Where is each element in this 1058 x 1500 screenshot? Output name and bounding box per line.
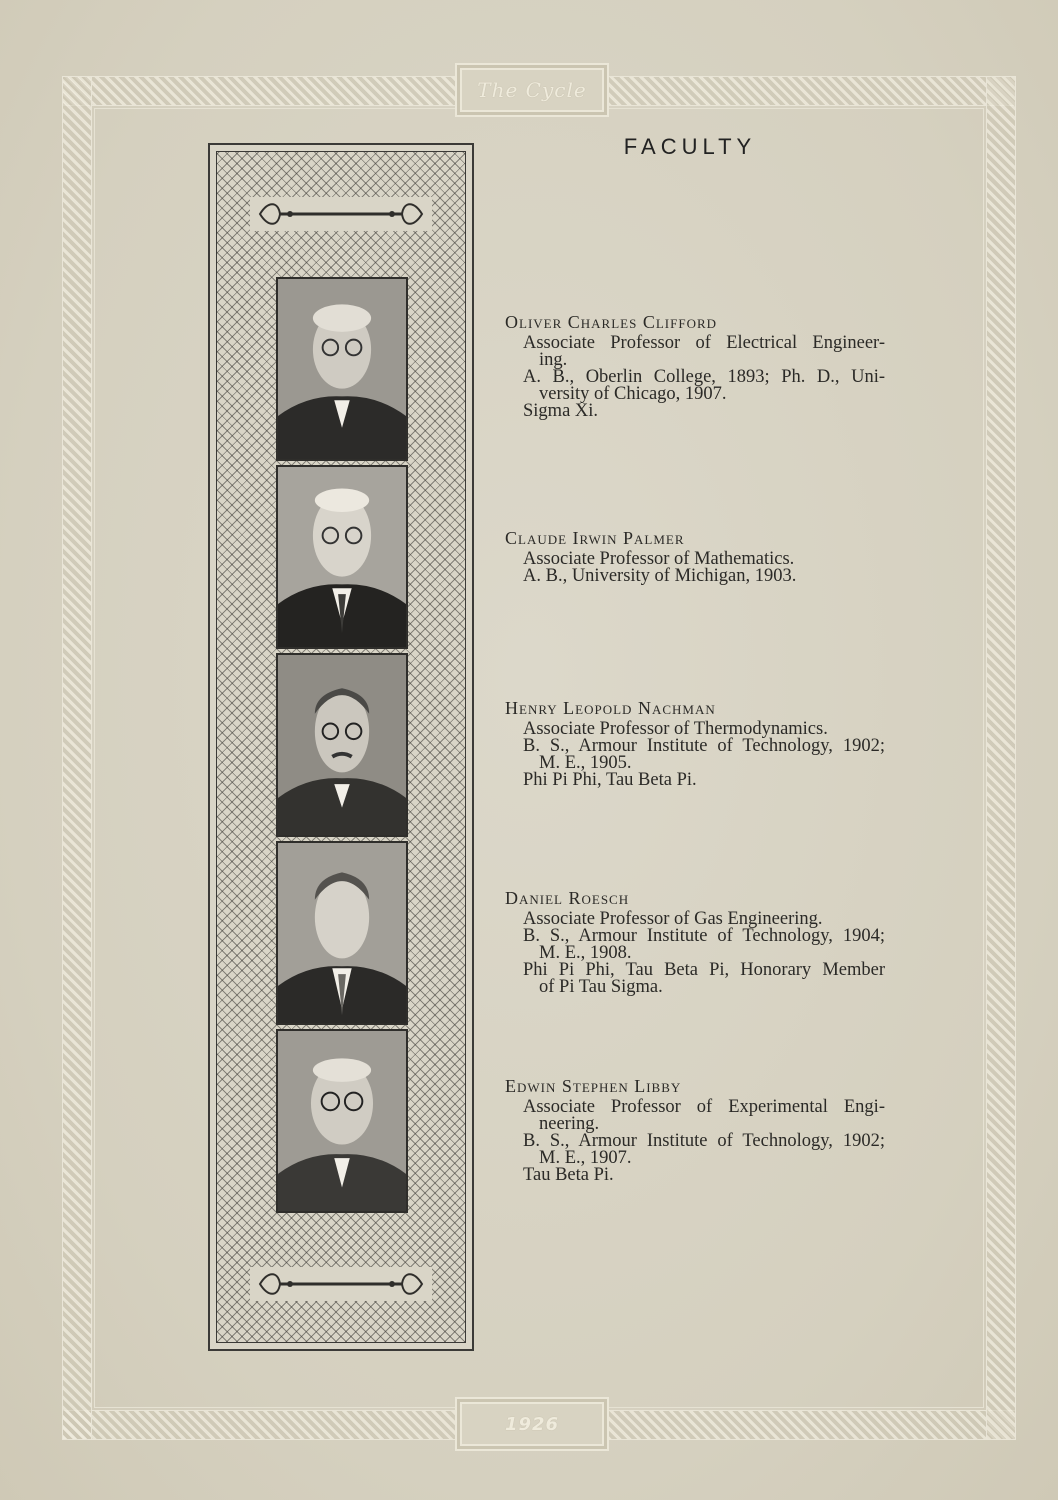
faculty-line: Associate Professor of Electrical Engineer- xyxy=(523,333,885,353)
faculty-name: Oliver Charles Clifford xyxy=(505,312,718,332)
faculty-line: B. S., Armour Institute of Technology, 1902; xyxy=(523,1131,885,1151)
faculty-name: Henry Leopold Nachman xyxy=(505,698,716,718)
fleur-ornament-bottom-icon xyxy=(250,1267,432,1301)
faculty-line: Associate Professor of Mathematics. xyxy=(523,549,795,569)
faculty-line: B. S., Armour Institute of Technology, 1904; xyxy=(523,926,885,946)
faculty-entry xyxy=(505,700,885,789)
faculty-line: of Pi Tau Sigma. xyxy=(539,977,663,997)
portrait-photo-1 xyxy=(276,277,408,461)
decorative-border-left xyxy=(62,76,92,1440)
portrait-column xyxy=(208,143,474,1351)
faculty-line: M. E., 1907. xyxy=(539,1148,632,1168)
faculty-line: M. E., 1908. xyxy=(539,943,632,963)
faculty-line: Tau Beta Pi. xyxy=(523,1165,614,1185)
fleur-ornament-top-icon xyxy=(250,197,432,231)
faculty-line: ing. xyxy=(539,350,568,370)
faculty-line: A. B., Oberlin College, 1893; Ph. D., Uni- xyxy=(523,367,885,387)
faculty-name: Claude Irwin Palmer xyxy=(505,528,685,548)
faculty-name: Daniel Roesch xyxy=(505,888,630,908)
faculty-entry xyxy=(505,1078,885,1184)
faculty-line: Associate Professor of Gas Engineering. xyxy=(523,909,823,929)
page-title: FACULTY xyxy=(623,134,757,159)
portrait-photo-3 xyxy=(276,653,408,837)
faculty-entry xyxy=(505,890,885,996)
faculty-line: neering. xyxy=(539,1114,600,1134)
header-ribbon: The Cycle xyxy=(460,68,604,112)
faculty-entry xyxy=(505,530,885,585)
faculty-line: B. S., Armour Institute of Technology, 1902; xyxy=(523,736,885,756)
faculty-line: Phi Pi Phi, Tau Beta Pi, Honorary Member xyxy=(523,960,885,980)
faculty-line: A. B., University of Michigan, 1903. xyxy=(523,566,797,586)
footer-year: 1926 xyxy=(460,1402,604,1446)
faculty-line: M. E., 1905. xyxy=(539,753,632,773)
portrait-photo-2 xyxy=(276,465,408,649)
faculty-line: versity of Chicago, 1907. xyxy=(539,384,727,404)
faculty-line: Phi Pi Phi, Tau Beta Pi. xyxy=(523,770,697,790)
faculty-line: Sigma Xi. xyxy=(523,401,599,421)
faculty-line: Associate Professor of Experimental Engi- xyxy=(523,1097,885,1117)
faculty-entry xyxy=(505,314,885,420)
faculty-name: Edwin Stephen Libby xyxy=(505,1076,682,1096)
faculty-line: Associate Professor of Thermodynamics. xyxy=(523,719,828,739)
portrait-photo-4 xyxy=(276,841,408,1025)
portrait-photo-5 xyxy=(276,1029,408,1213)
decorative-border-right xyxy=(986,76,1016,1440)
